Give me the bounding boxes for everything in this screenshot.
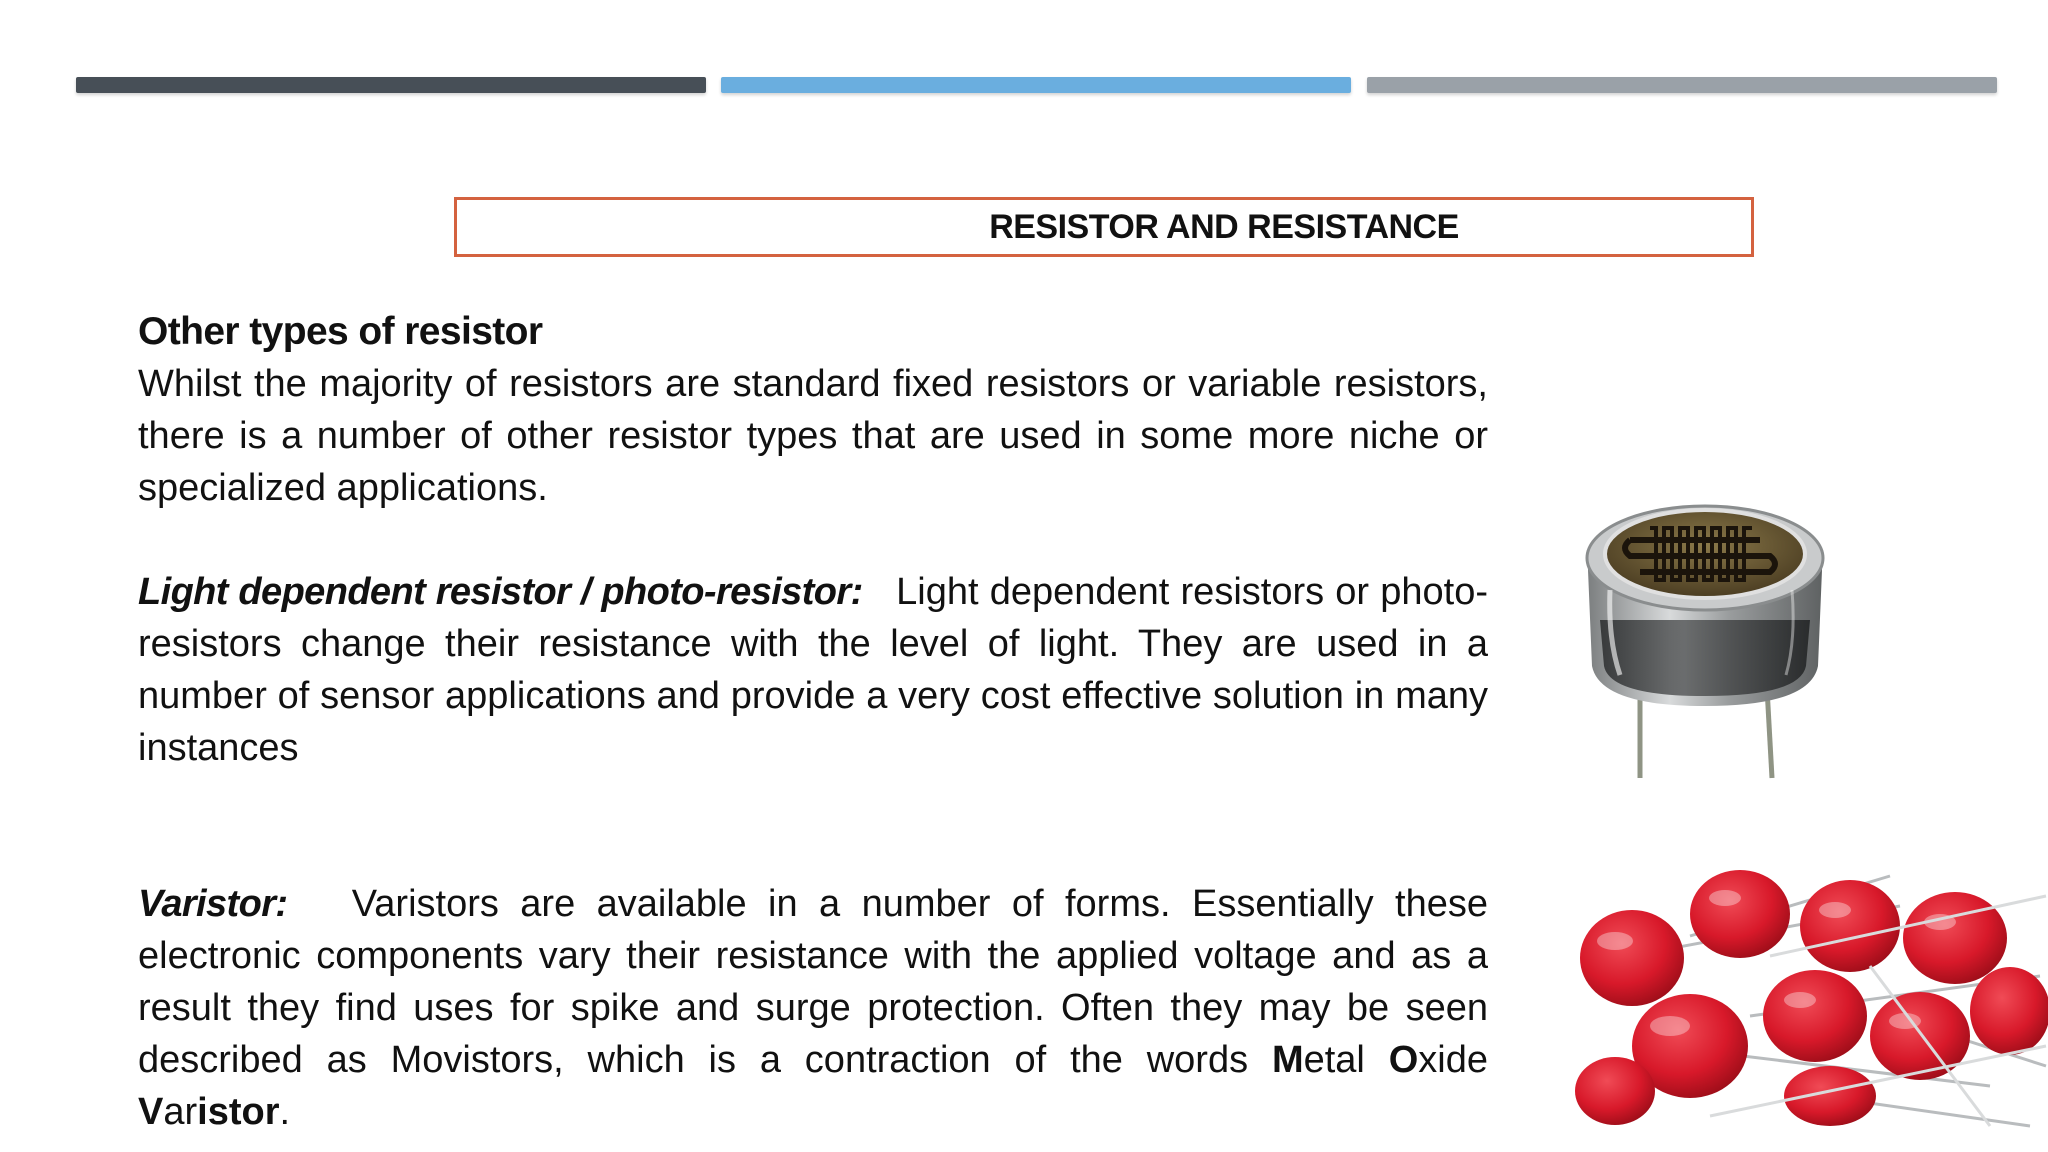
varistor-paragraph: [138, 878, 1488, 1138]
section-heading: Other types of resistor: [138, 310, 543, 353]
top-bar-dark: [76, 77, 706, 93]
top-bar-gray: [1367, 77, 1997, 93]
slide-content: [138, 306, 1488, 1138]
ldr-description: Light dependent resistors or photo-resistors change their resistance with the level of light. They are used in a number of sensor applications and provide a very cost effective solution in many instances: [138, 571, 1488, 769]
word-istor: istor: [197, 1091, 280, 1133]
varistor-term: Varistor:: [138, 883, 288, 925]
word-v: V: [138, 1091, 164, 1133]
word-ar: ar: [163, 1091, 198, 1133]
ldr-term: Light dependent resistor / photo-resistor:: [138, 571, 863, 613]
word-etal: etal: [1303, 1039, 1389, 1081]
word-period: .: [279, 1091, 291, 1133]
photoresistor-image: [1560, 470, 1850, 780]
slide-title: RESISTOR AND RESISTANCE: [989, 207, 1459, 246]
word-o: O: [1388, 1039, 1419, 1081]
word-m: M: [1271, 1039, 1304, 1081]
intro-paragraph: Whilst the majority of resistors are standard fixed resistors or variable resistors, there is a number of other resistor types that are used in some more niche or specialized applications.: [138, 363, 1488, 509]
ldr-paragraph: [138, 566, 1488, 774]
word-xide: xide: [1418, 1039, 1488, 1081]
varistor-description: Varistors are available in a number of forms. Essentially these electronic components vary their resistance with the applied voltage and as a result they find uses for spike and surge protection. Often they may be seen described as Movistors, which is a contraction of the words: [138, 883, 1488, 1081]
top-bar-blue: [721, 77, 1351, 93]
varistor-image: [1570, 866, 2048, 1132]
title-box: [454, 197, 1754, 257]
